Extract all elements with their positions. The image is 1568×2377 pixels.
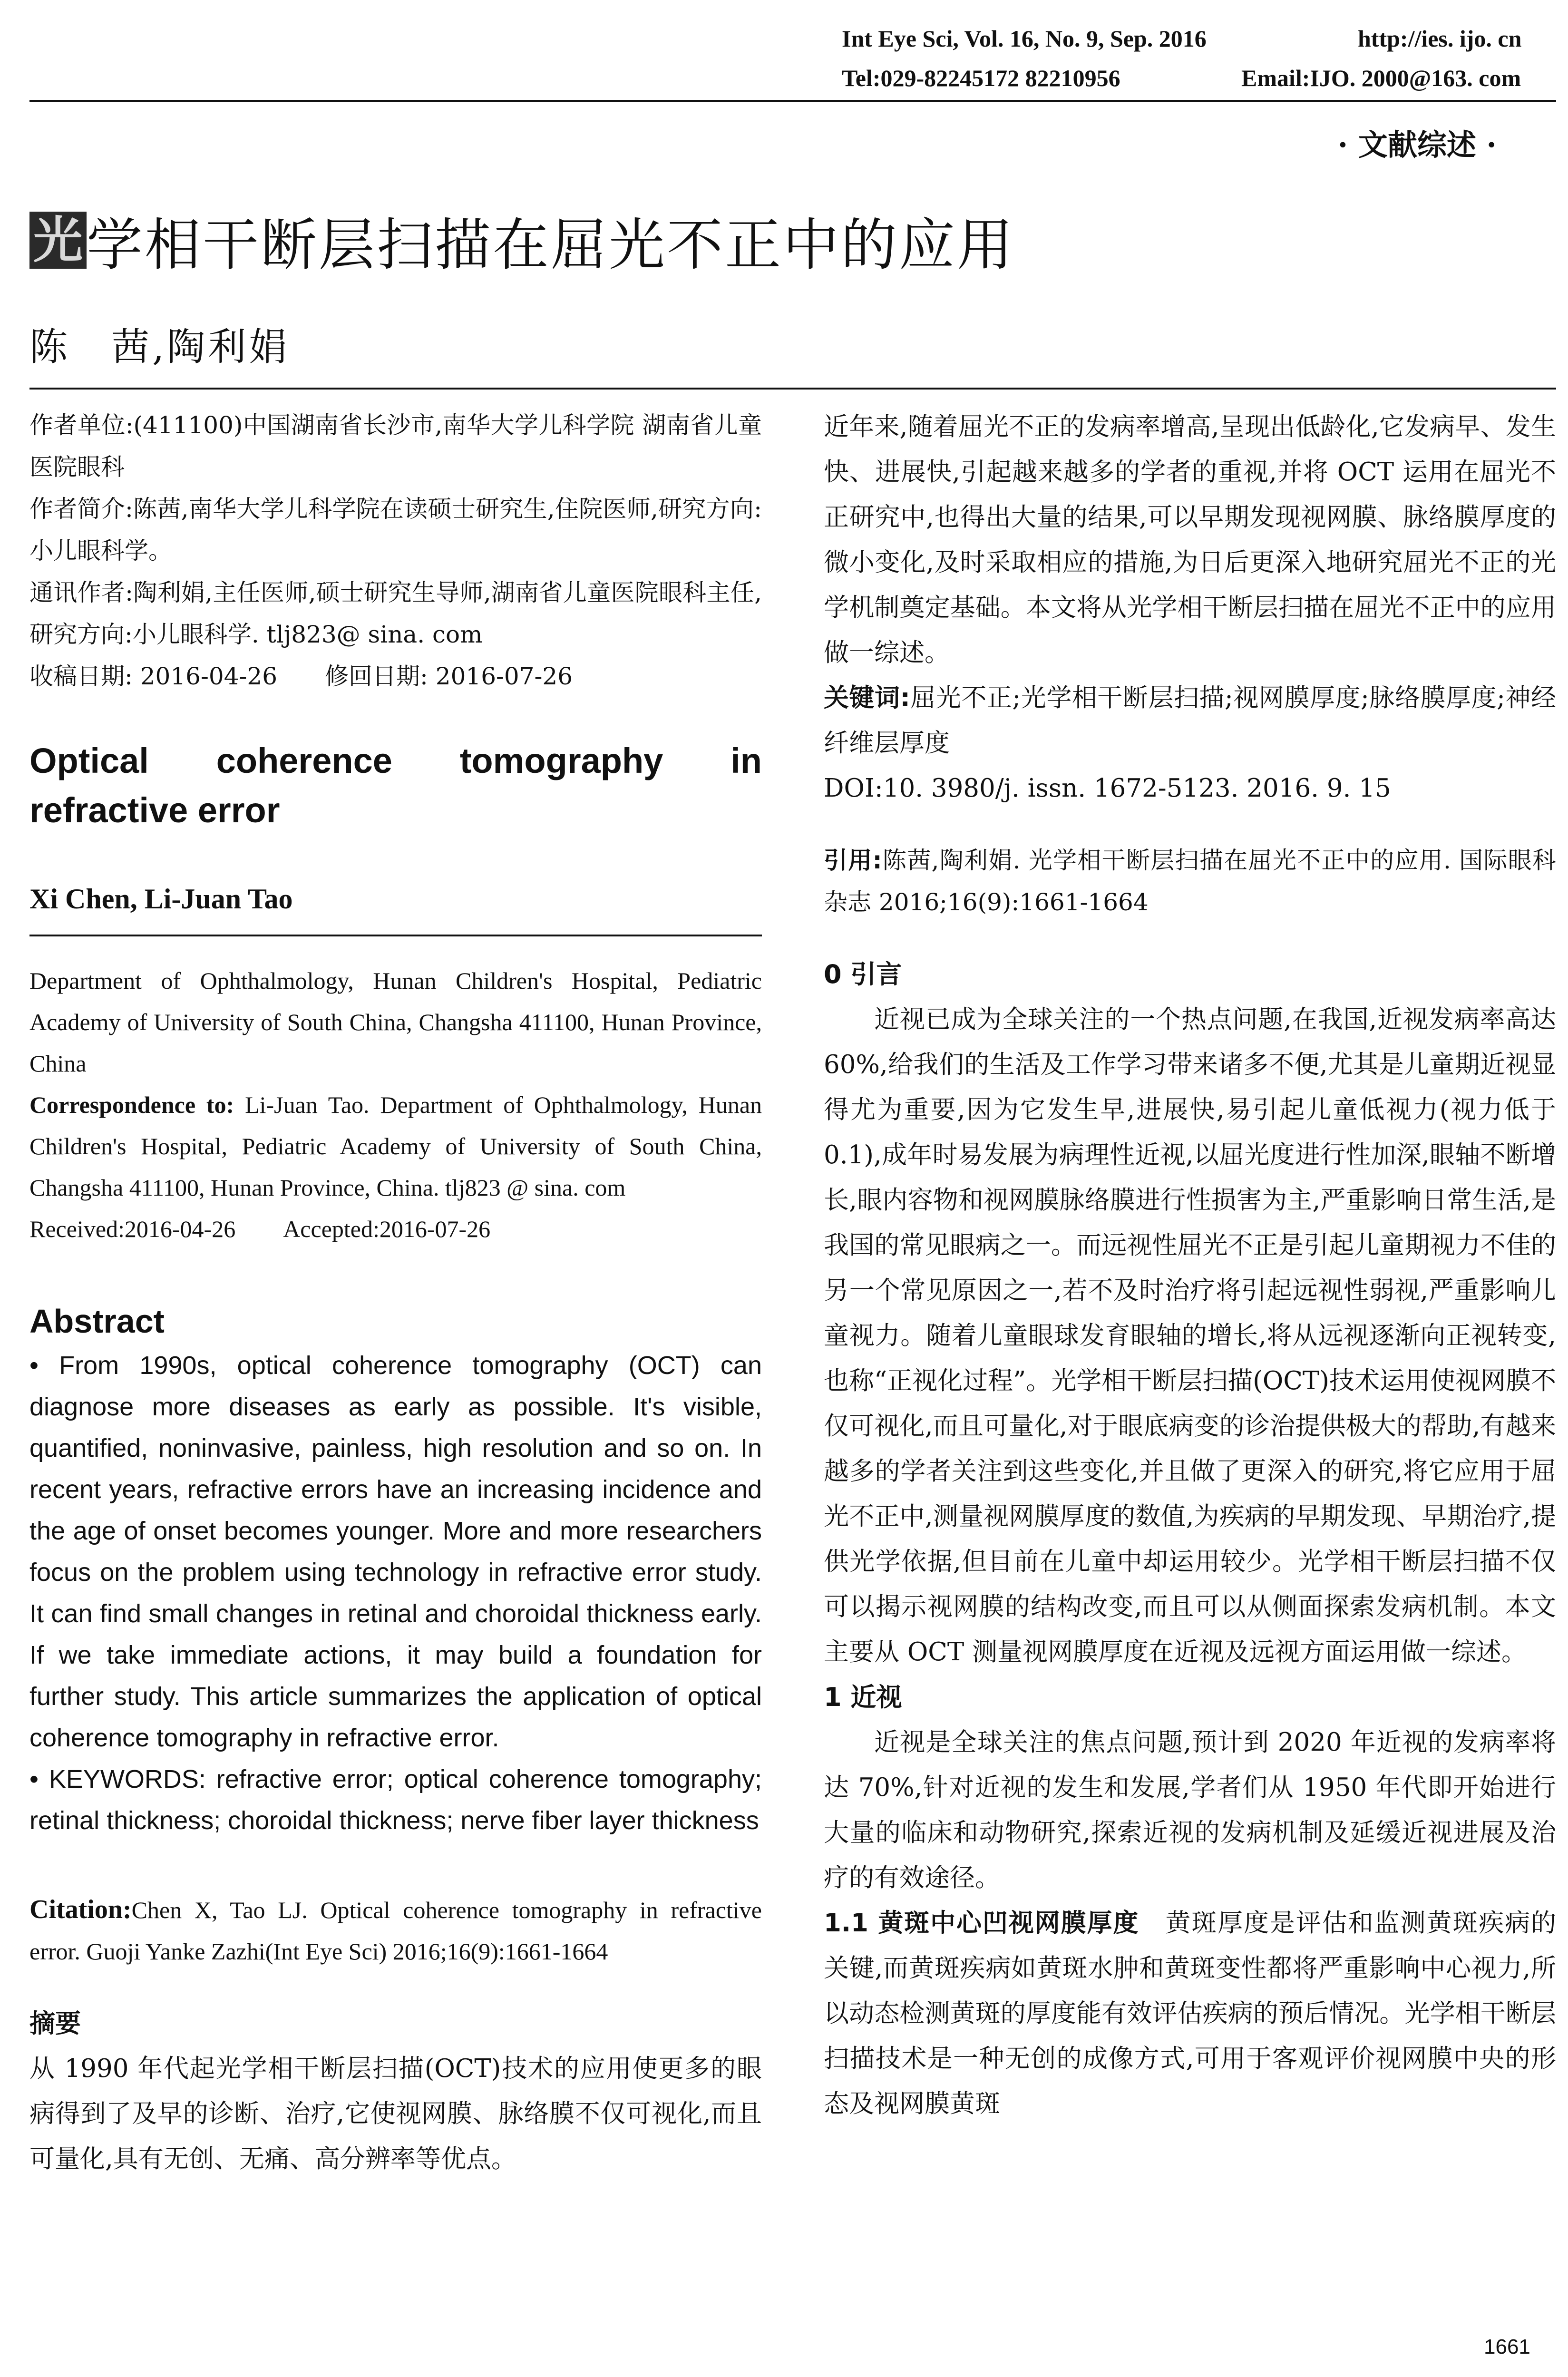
keywords-cn-label: 关键词: [824, 683, 910, 712]
journal-email[interactable]: Email:IJO. 2000@163. com [1241, 65, 1521, 91]
journal-citation: Int Eye Sci, Vol. 16, No. 9, Sep. 2016 [842, 25, 1207, 52]
english-title-word: tomography [459, 741, 663, 780]
english-title-line2: refractive error [29, 790, 280, 830]
section0-heading: 0 引言 [824, 959, 902, 989]
english-authors-rule [29, 935, 762, 936]
abstract-body: • From 1990s, optical coherence tomography (OCT) can diagnose more diseases as early as possible. It's visible, quantified, noninvasive, painless, high resolution and so on. In recent years, refractive errors have an increasing incidence and the age of onset becomes younger. More and more researchers focus on the problem using technology in refractive error study. It can find small changes in retinal and choroidal thickness early. If we take immediate actions, it may build a foundation for further study. This article summarizes the application of optical coherence tomography in refractive error. [29, 1351, 762, 1752]
citation-label: Citation: [29, 1895, 132, 1924]
abstract-keywords: • KEYWORDS: refractive error; optical coherence tomography; retinal thickness; choroidal thickness; nerve fiber layer thickness [29, 1765, 762, 1835]
correspondence-text: Li-Juan Tao. Department of Ophthalmology, Hunan Children's Hospital, Pediatric Academy of University of South China, Changsha 411100, Hunan Province, China. tlj823 @ sina. com [29, 1091, 762, 1201]
journal-info-line [842, 25, 1522, 52]
authors-rule [29, 388, 1556, 390]
english-title-word: coherence [216, 741, 392, 780]
department: Department of Ophthalmology, Hunan Children's Hospital, Pediatric Academy of University of South China, Changsha 411100, Hunan Province, China [29, 967, 762, 1077]
citation-text: Chen X, Tao LJ. Optical coherence tomography in refractive error. Guoji Yanke Zazhi(Int Eye Sci) 2016;16(9):1661-1664 [29, 1897, 762, 1965]
page-number: 1661 [1484, 2335, 1530, 2358]
journal-url[interactable]: http://ies. ijo. cn [1358, 25, 1522, 52]
journal-contact-line [842, 64, 1521, 92]
correspondence-label: Correspondence to: [29, 1091, 234, 1118]
keywords-cn [824, 675, 1556, 766]
section1-heading: 1 近视 [824, 1682, 902, 1712]
section1-text: 近视是全球关注的焦点问题,预计到 2020 年近视的发病率将达 70%,针对近视的发生和发展,学者们从 1950 年代即开始进行大量的临床和动物研究,探索近视的发病机制及延缓近视进展及治疗的有效途径。 [824, 1728, 1556, 1892]
section11-text: 黄斑厚度是评估和监测黄斑疾病的关键,而黄斑疾病如黄斑水肿和黄斑变性都将严重影响中心视力,所以动态检测黄斑的厚度能有效评估疾病的预后情况。光学相干断层扫描技术是一种无创的成像方式,可用于客观评价视网膜中央的形态及视网膜黄斑 [824, 1909, 1557, 2118]
abstract-cn-left: 从 1990 年代起光学相干断层扫描(OCT)技术的应用使更多的眼病得到了及早的诊断、治疗,它使视网膜、脉络膜不仅可视化,而且可量化,具有无创、无痛、高分辨率等优点。 [29, 2054, 762, 2173]
abstract-heading: Abstract [29, 1303, 165, 1340]
english-title-line1 [29, 736, 762, 786]
citation-cn [824, 839, 1556, 923]
section11-paragraph [824, 1900, 1556, 2126]
correspondence-en [29, 1084, 762, 1208]
authors-chinese: 陈 茜,陶利娟 [29, 325, 290, 369]
received-dates-en: Received:2016-04-26 Accepted:2016-07-26 [29, 1216, 491, 1242]
title-text: 学相干断层扫描在屈光不正中的应用 [87, 212, 1015, 278]
left-column [29, 404, 762, 2182]
keywords-cn-text: 屈光不正;光学相干断层扫描;视网膜厚度;脉络膜厚度;神经纤维层厚度 [824, 683, 1556, 758]
section-tag: · 文献综述 · [1337, 127, 1497, 162]
citation-en [29, 1889, 762, 1972]
english-title-word: Optical [29, 741, 149, 780]
english-title [29, 736, 762, 835]
article-title [29, 200, 1015, 281]
authors-english: Xi Chen, Li-Juan Tao [29, 883, 293, 915]
section11-heading: 1.1 黄斑中心凹视网膜厚度 [824, 1909, 1139, 1938]
journal-tel: Tel:029-82245172 82210956 [842, 65, 1120, 91]
title-dropcap [29, 212, 87, 269]
author-unit: 作者单位:(411100)中国湖南省长沙市,南华大学儿科学院 湖南省儿童医院眼科 [29, 411, 762, 481]
section0-text: 近视已成为全球关注的一个热点问题,在我国,近视发病率高达 60%,给我们的生活及工作学习带来诸多不便,尤其是儿童期近视显得尤为重要,因为它发生早,进展快,易引起儿童低视力(视力低于 0.1),成年时易发展为病理性近视,以屈光度进行性加深,眼轴不断增长,眼内容物和视网膜脉络膜进行性损害为主,严重影响日常生活,是我国的常见眼病之一。而远视性屈光不正是引起儿童期视力不佳的另一个常见原因之一,若不及时治疗将引起远视性弱视,严重影响儿童视力。随着儿童眼球发育眼轴的增长,将从远视逐渐向正视转变,也称“正视化过程”。光学相干断层扫描(OCT)技术运用使视网膜不仅可视化,而且可量化,对于眼底病变的诊治提供极大的帮助,有越来越多的学者关注到这些变化,并且做了更深入的研究,将它应用于屈光不正中,测量视网膜厚度的数值,为疾病的早期发现、早期治疗,提供光学依据,但目前在儿童中却运用较少。光学相干断层扫描不仅可以揭示视网膜的结构改变,而且可以从侧面探索发病机制。本文主要从 OCT 测量视网膜厚度在近视及远视方面运用做一综述。 [824, 1005, 1556, 1666]
author-bio: 作者简介:陈茜,南华大学儿科学院在读硕士研究生,住院医师,研究方向:小儿眼科学。 [29, 495, 762, 565]
header-rule [29, 100, 1556, 102]
abstract-cn-right: 近年来,随着屈光不正的发病率增高,呈现出低龄化,它发病早、发生快、进展快,引起越来越多的学者的重视,并将 OCT 运用在屈光不正研究中,也得出大量的结果,可以早期发现视网膜、脉络膜厚度的微小变化,及时采取相应的措施,为日后更深入地研究屈光不正的光学机制奠定基础。本文将从光学相干断层扫描在屈光不正中的应用做一综述。 [824, 412, 1556, 667]
citation-cn-label: 引用: [824, 847, 882, 874]
citation-cn-text: 陈茜,陶利娟. 光学相干断层扫描在屈光不正中的应用. 国际眼科杂志 2016;16(9):1661-1664 [824, 847, 1557, 916]
abstract-cn-heading: 摘要 [29, 2008, 81, 2038]
doi[interactable]: DOI:10. 3980/j. issn. 1672-5123. 2016. 9. 15 [824, 774, 1391, 803]
received-dates-cn: 收稿日期: 2016-04-26 修回日期: 2016-07-26 [29, 662, 573, 690]
author-correspondence: 通讯作者:陶利娟,主任医师,硕士研究生导师,湖南省儿童医院眼科主任,研究方向:小儿眼科学. tlj823@ sina. com [29, 579, 762, 648]
title-first-char: 光 [33, 211, 83, 269]
right-column [824, 404, 1556, 2126]
english-title-word: in [730, 741, 762, 780]
